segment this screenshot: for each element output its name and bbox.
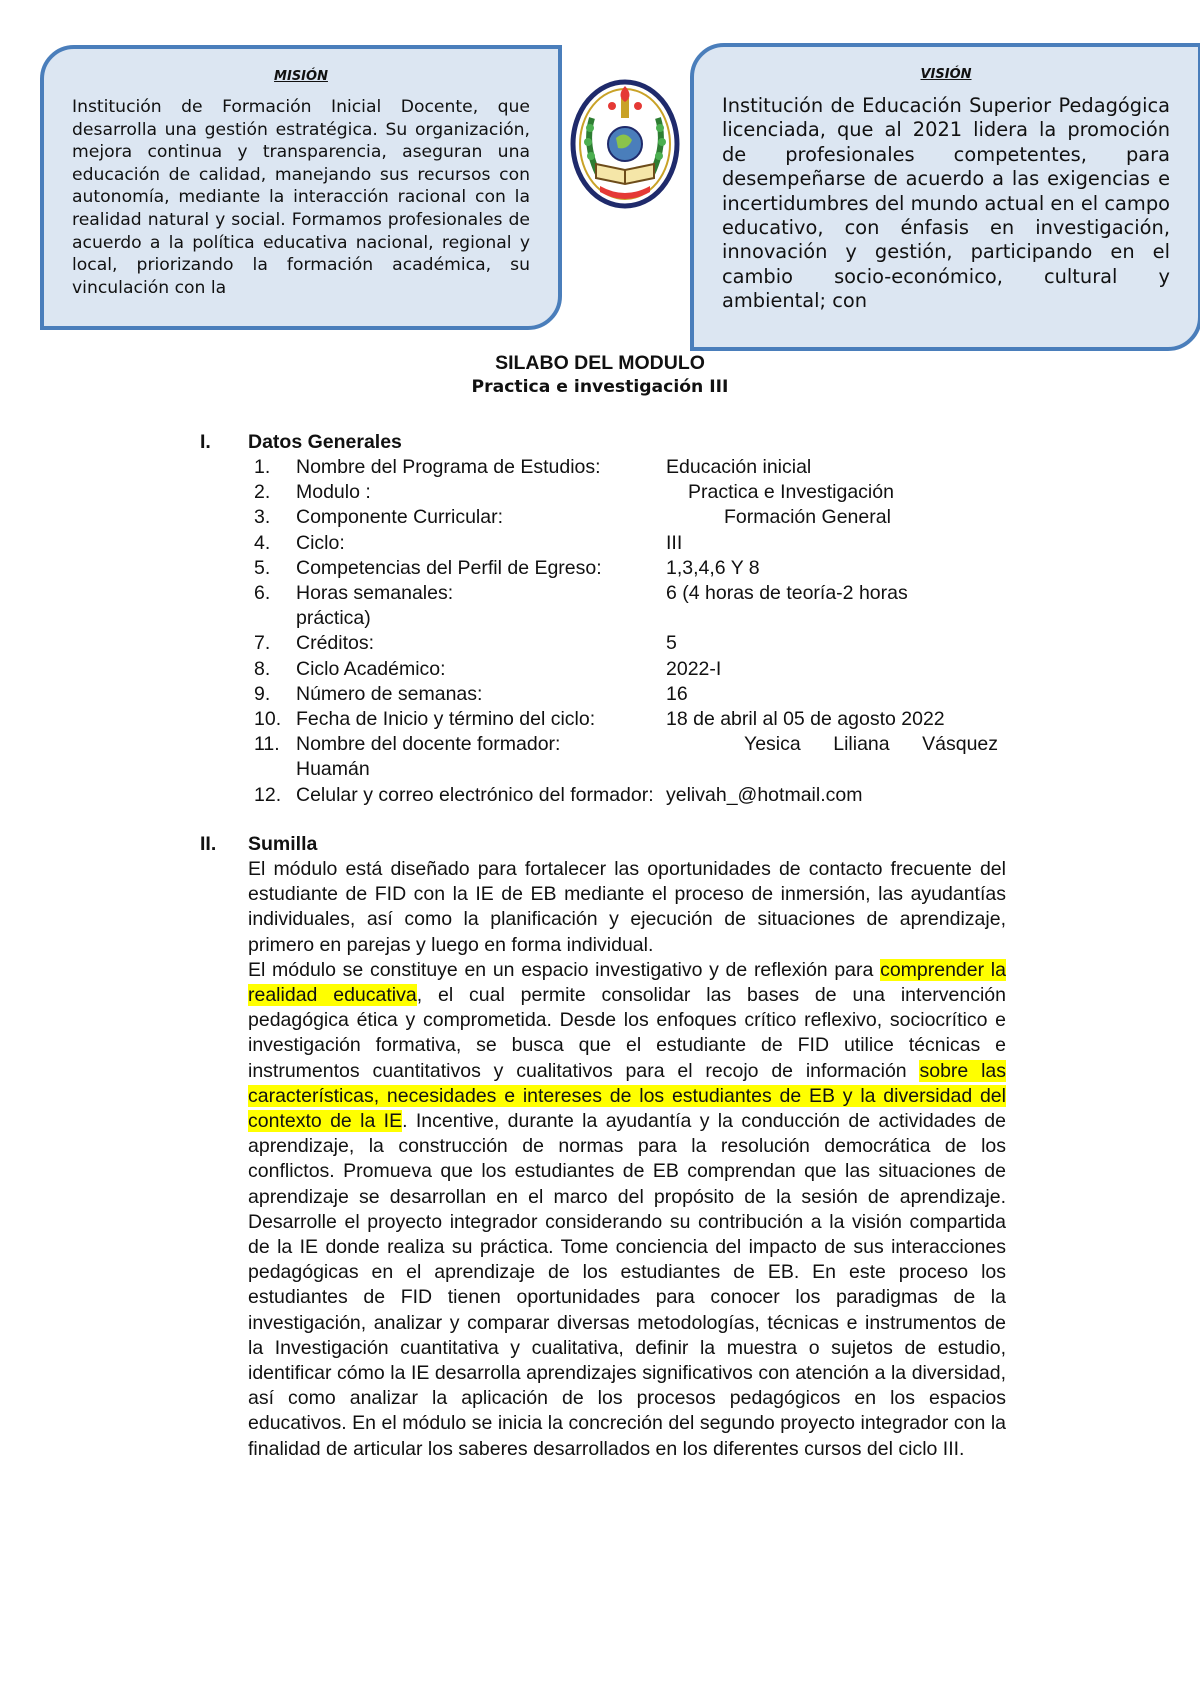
sumilla-p2-part-b: , el cual permite consolidar las bases de una intervención pedagógica ética y comprometida. Desde los enfoques crítico reflexivo, sociocrítico e investigación formativa, se busca que el estudiante de FID utilice técnicas e instrumentos cuantitativos y cualitativos para el recojo de información xyxy=(248,984,1006,1082)
datos-item-value: Practica e Investigación xyxy=(688,481,894,504)
section-1-number: I. xyxy=(200,431,211,453)
datos-item-label: Fecha de Inicio y término del ciclo: xyxy=(296,708,596,731)
datos-item-value: Yesica Liliana Vásquez xyxy=(744,733,999,756)
section-2-number: II. xyxy=(200,833,217,855)
datos-item-number: 12. xyxy=(254,783,282,806)
datos-item-value: Formación General xyxy=(724,506,891,529)
datos-item-label: Nombre del docente formador: xyxy=(296,733,561,756)
datos-item-value: 16 xyxy=(666,682,688,705)
datos-item xyxy=(248,657,1023,682)
datos-item xyxy=(248,707,1023,732)
datos-item xyxy=(248,631,1023,656)
datos-item-label: Número de semanas: xyxy=(296,682,483,705)
datos-item-value: yelivah_@hotmail.com xyxy=(666,783,863,806)
datos-item-value: 18 de abril al 05 de agosto 2022 xyxy=(666,708,945,731)
datos-item-label: Celular y correo electrónico del formador: xyxy=(296,783,654,806)
highlight-realidad-educativa: comprender la realidad educativa xyxy=(248,958,1006,1007)
datos-item-number: 2. xyxy=(254,481,271,504)
datos-item-continuation xyxy=(248,606,1023,631)
sumilla-p2-part-a: El módulo se constituye en un espacio investigativo y de reflexión para xyxy=(248,958,881,981)
datos-item-continuation xyxy=(248,757,1023,782)
page-subtitle: Practica e investigación III xyxy=(471,377,729,397)
sumilla-paragraph-1: El módulo está diseñado para fortalecer las oportunidades de contacto frecuente del estudiante de FID con la IE de EB mediante el proceso de inmersión, las ayudantías individuales, así como la planificación y ejecución de situaciones de aprendizaje, primero en parejas y luego en forma individual. xyxy=(248,858,1006,956)
sumilla-paragraph-2 xyxy=(248,958,1006,1462)
datos-item-value: 2022-I xyxy=(666,657,722,680)
datos-item-label: Componente Curricular: xyxy=(296,506,504,529)
datos-item-number: 7. xyxy=(254,632,271,655)
datos-item-label: Horas semanales: xyxy=(296,582,454,605)
datos-item-number: 8. xyxy=(254,657,271,680)
highlight-caracteristicas: sobre las características, necesidades e intereses de los estudiantes de EB y la diversidad del contexto de la IE xyxy=(248,1059,1007,1133)
vision-box xyxy=(690,43,1200,351)
section-2-heading: Sumilla xyxy=(248,833,318,855)
datos-item-number: 5. xyxy=(254,556,271,579)
datos-item-label: Créditos: xyxy=(296,632,375,655)
mision-box xyxy=(40,45,562,330)
datos-item-value: 5 xyxy=(666,632,677,655)
sumilla-p2-part-c: . Incentive, durante la ayudantía y la conducción de actividades de aprendizaje, la construcción de normas para la resolución democrática de los conflictos. Promueva que los estudiantes de EB comprendan que las situaciones de aprendizaje se desarrollan en el marco del propósito de la sesión de aprendizaje. Desarrolle el proyecto integrador considerando su contribución a la visión compartida de la IE donde realiza su práctica. Tome conciencia del impacto de sus interacciones pedagógicas en el aprendizaje de los estudiantes de EB. En este proceso los estudiantes de FID tienen oportunidades para conocer los paradigmas de la investigación, analizar y comparar diversas metodologías, técnicas e instrumentos de la Investigación cuantitativa y cualitativa, definir la muestra o sujetos de estudio, identificar cómo la IE desarrolla aprendizajes significativos con atención a la diversidad, así como analizar la aplicación de los procesos pedagógicos en los espacios educativos. En el módulo se inicia la concreción del segundo proyecto integrador con la finalidad de articular los saberes desarrollados en los diferentes cursos del ciclo III. xyxy=(248,1110,1006,1460)
datos-item-number: 6. xyxy=(254,582,271,605)
datos-item-label: Nombre del Programa de Estudios: xyxy=(296,456,601,478)
datos-item-number: 4. xyxy=(254,531,271,554)
datos-item-value: 1,3,4,6 Y 8 xyxy=(666,556,760,579)
datos-item-value: 6 (4 horas de teoría-2 horas xyxy=(666,582,908,605)
datos-item-number: 10. xyxy=(254,708,282,731)
datos-item-continuation-text: práctica) xyxy=(296,607,371,630)
datos-item-number: 11. xyxy=(254,733,280,756)
vision-text: Institución de Educación Superior Pedagógica licenciada, que al 2021 lidera la promoción de profesionales competentes, para desempeñarse de acuerdo a las exigencias e incertidumbres del mundo actual en el campo educativo, con énfasis en investigación, innovación y gestión, participando en el cambio socio-económico, cultural y ambiental; con xyxy=(722,94,1170,313)
datos-generales-list xyxy=(248,455,1023,808)
datos-item-number: 9. xyxy=(254,682,271,705)
datos-item-number: 3. xyxy=(254,506,271,529)
page-title: SILABO DEL MODULO xyxy=(495,352,705,374)
datos-item-value: Educación inicial xyxy=(666,456,812,478)
mision-title: MISIÓN xyxy=(274,69,328,84)
section-1-heading: Datos Generales xyxy=(248,431,402,453)
datos-item-label: Modulo : xyxy=(296,481,371,504)
datos-item xyxy=(248,455,1023,480)
mision-text: Institución de Formación Inicial Docente, que desarrolla una gestión estratégica. Su organización, mejora continua y transparencia, aseguran una educación de calidad, manejando sus recursos con autonomía, mediante la interacción racional con la realidad natural y social. Formamos profesionales de acuerdo a la política educativa nacional, regional y local, priorizando la formación académica, su vinculación con la xyxy=(72,97,530,298)
datos-item xyxy=(248,682,1023,707)
datos-item xyxy=(248,783,1023,808)
institution-logo xyxy=(570,78,680,210)
datos-item xyxy=(248,480,1023,505)
datos-item xyxy=(248,505,1023,530)
datos-item-continuation-text: Huamán xyxy=(296,758,370,781)
datos-item xyxy=(248,581,1023,606)
datos-item-number: 1. xyxy=(254,456,271,478)
sumilla-text xyxy=(248,857,1006,1462)
vision-title: VISIÓN xyxy=(920,67,972,82)
datos-item-label: Ciclo: xyxy=(296,531,345,554)
datos-item xyxy=(248,732,1023,757)
datos-item-value: III xyxy=(666,531,683,554)
datos-item xyxy=(248,531,1023,556)
datos-item-label: Ciclo Académico: xyxy=(296,657,446,680)
datos-item-label: Competencias del Perfil de Egreso: xyxy=(296,556,602,579)
datos-item xyxy=(248,556,1023,581)
